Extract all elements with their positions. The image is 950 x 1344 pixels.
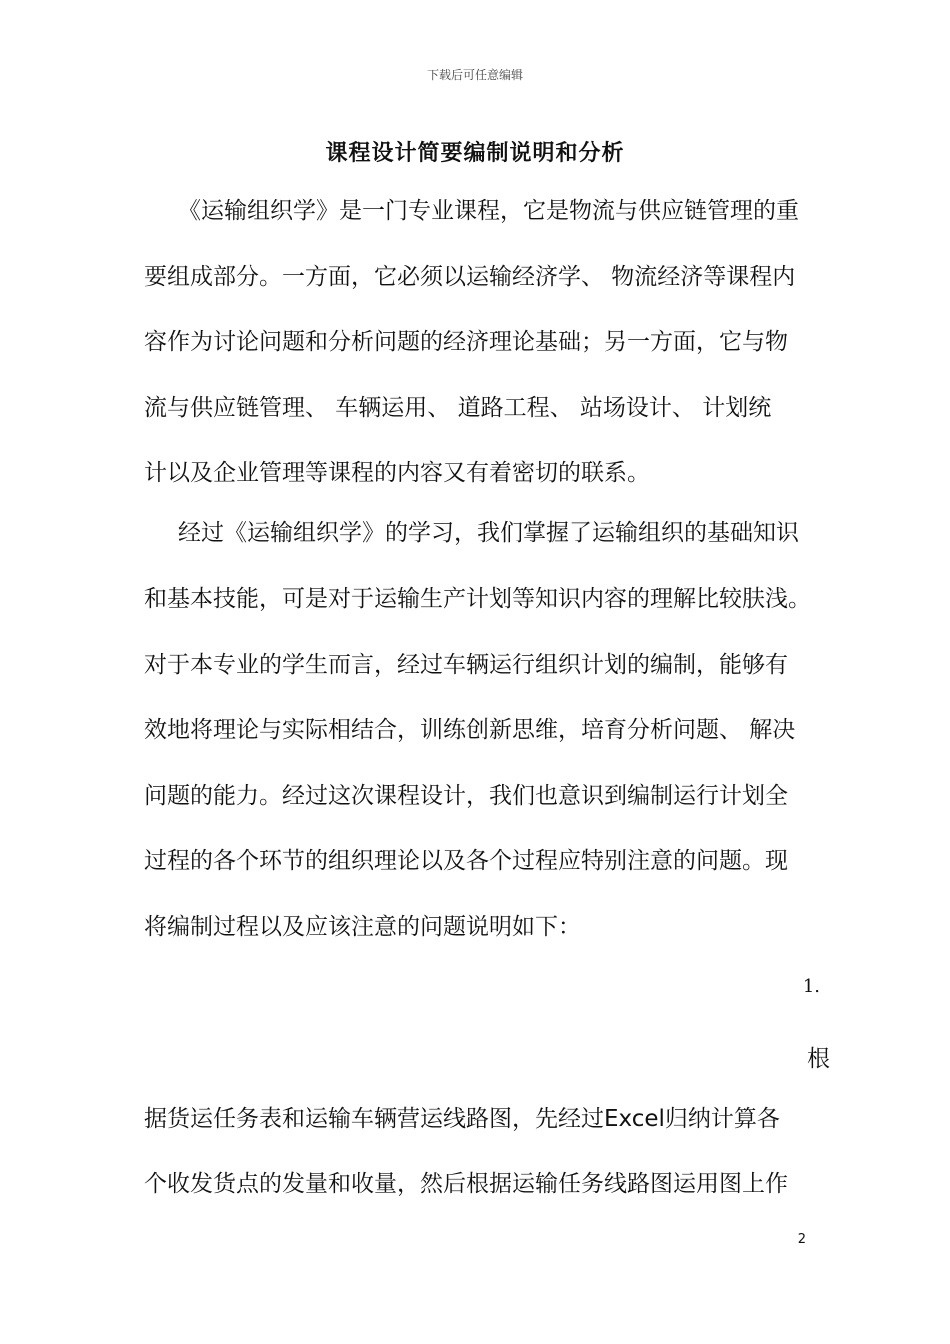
paragraph-line: 据货运任务表和运输车辆营运线路图，先经过Excel归纳计算各: [144, 1106, 780, 1132]
paragraph-line: 效地将理论与实际相结合，训练创新思维，培育分析问题、 解决: [144, 717, 796, 743]
page-number: 2: [797, 1232, 806, 1247]
paragraph-line: 流与供应链管理、 车辆运用、 道路工程、 站场设计、 计划统: [144, 395, 772, 421]
paragraph-line: 要组成部分。一方面，它必须以运输经济学、 物流经济等课程内: [144, 264, 796, 290]
paragraph-line: 容作为讨论问题和分析问题的经济理论基础；另一方面，它与物: [144, 329, 788, 355]
paragraph-line: 个收发货点的发量和收量，然后根据运输任务线路图运用图上作: [144, 1171, 788, 1197]
paragraph-line: 计以及企业管理等课程的内容又有着密切的联系。: [144, 460, 650, 486]
paragraph-line: 《运输组织学》是一门专业课程，它是物流与供应链管理的重: [178, 198, 799, 224]
paragraph-line: 问题的能力。经过这次课程设计，我们也意识到编制运行计划全: [144, 783, 788, 809]
paragraph-line: 对于本专业的学生而言，经过车辆运行组织计划的编制，能够有: [144, 652, 788, 678]
paragraph-line: 将编制过程以及应该注意的问题说明如下：: [144, 914, 581, 940]
paragraph-line: 经过《运输组织学》的学习，我们掌握了运输组织的基础知识: [178, 520, 799, 546]
document-title: 课程设计简要编制说明和分析: [325, 141, 625, 166]
paragraph-line: 过程的各个环节的组织理论以及各个过程应特别注意的问题。现: [144, 848, 788, 874]
list-item-first-char: 根: [807, 1046, 830, 1072]
list-item-number: 1.: [802, 976, 820, 997]
page-header: 下载后可任意编辑: [426, 68, 523, 82]
paragraph-line: 和基本技能，可是对于运输生产计划等知识内容的理解比较肤浅。: [144, 586, 811, 612]
